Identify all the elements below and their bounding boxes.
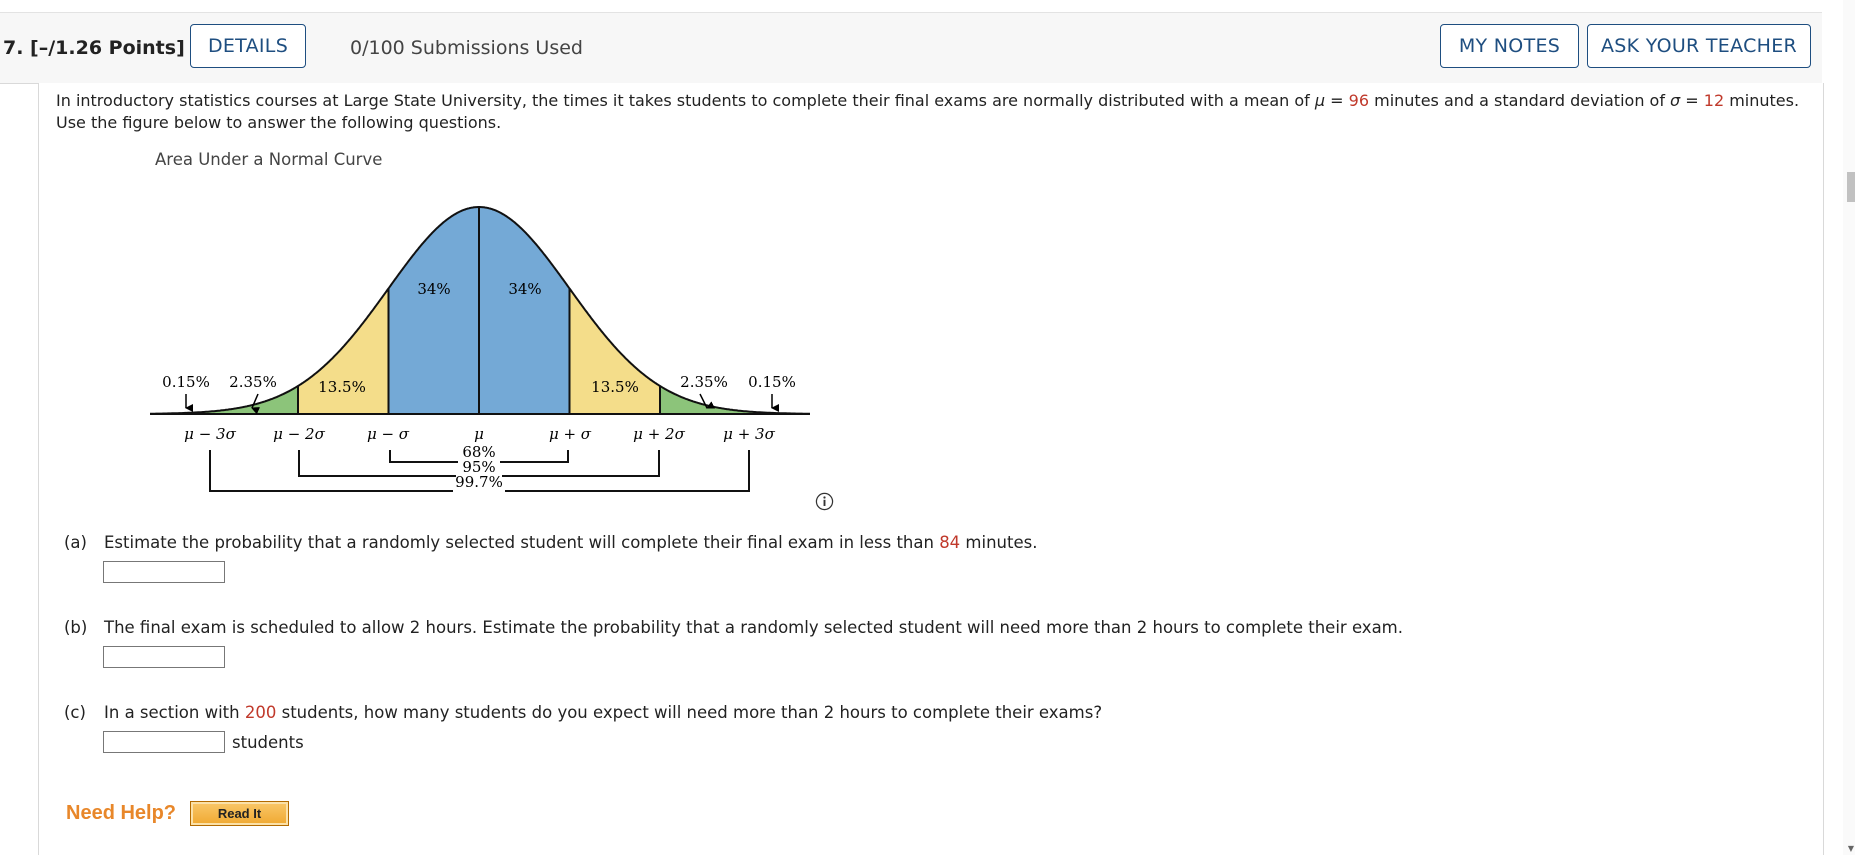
label-left-center: 34% [417,280,451,298]
part-b-label: (b) [64,618,88,637]
part-b [64,618,1403,637]
bracket-label-68: 68% [462,443,496,461]
intro-text-3: minutes. Use the figure below to answer the following questions. [56,91,1800,132]
label-right-tail: 0.15% [748,373,796,391]
intro-text-1: In introductory statistics courses at Large State University, the times it takes students to complete their final exams are normally distributed with a mean of [56,91,1315,110]
bracket-label-997: 99.7% [455,473,503,491]
figure-title: Area Under a Normal Curve [155,150,383,169]
sigma-symbol: σ [1670,91,1681,110]
part-a-value: 84 [939,533,961,552]
info-icon[interactable] [815,492,834,511]
part-c-value: 200 [244,703,277,722]
answer-c-input[interactable] [103,731,225,753]
part-c-text-1: In a section with [104,703,245,722]
axis-mu-minus-2sigma: μ − 2σ [273,425,325,443]
scrollbar-thumb[interactable] [1847,172,1855,202]
normal-curve-figure [140,195,820,500]
label-right-1sd: 13.5% [591,378,639,396]
my-notes-button[interactable]: MY NOTES [1440,24,1579,68]
part-a-text-2: minutes. [960,533,1038,552]
question-header [0,12,1822,84]
part-c-text-2: students, how many students do you expect will need more than 2 hours to complete their exams? [276,703,1103,722]
part-c [64,703,1102,722]
label-left-1sd: 13.5% [318,378,366,396]
answer-a-input[interactable] [103,561,225,583]
axis-mu-plus-2sigma: μ + 2σ [633,425,685,443]
axis-mu-plus-sigma: μ + σ [548,425,592,443]
label-left-2sd: 2.35% [229,373,277,391]
details-button[interactable]: DETAILS [190,24,306,68]
mean-value: 96 [1348,91,1370,110]
scrollbar-track[interactable] [1843,0,1855,855]
intro-text-2: minutes and a standard deviation of [1369,91,1671,110]
part-a [64,533,1037,552]
region-right-center [479,207,570,414]
part-a-label: (a) [64,533,87,552]
part-a-text-1: Estimate the probability that a randomly selected student will complete their final exam in less than [104,533,940,552]
need-help-label: Need Help? [66,802,177,824]
question-intro [56,90,1811,134]
scroll-down-icon[interactable]: ▼ [1847,844,1854,853]
part-c-label: (c) [64,703,86,722]
axis-mu: μ [474,425,484,443]
submissions-used: 0/100 Submissions Used [350,37,583,59]
bracket-label-95: 95% [462,458,496,476]
axis-mu-minus-sigma: μ − σ [366,425,410,443]
answer-b-input[interactable] [103,646,225,668]
mu-symbol: μ [1314,91,1326,110]
label-right-2sd: 2.35% [680,373,728,391]
answer-c-unit: students [232,733,304,752]
axis-mu-minus-3sigma: μ − 3σ [184,425,236,443]
part-b-text: The final exam is scheduled to allow 2 hours. Estimate the probability that a randomly selected student will need more than 2 hours to complete their exam. [104,618,1403,637]
label-right-center: 34% [508,280,542,298]
sd-value: 12 [1703,91,1725,110]
read-it-button[interactable]: Read It [190,801,289,826]
label-left-tail: 0.15% [162,373,210,391]
intro-equals-2: = [1680,91,1704,110]
axis-mu-plus-3sigma: μ + 3σ [723,425,775,443]
ask-your-teacher-button[interactable]: ASK YOUR TEACHER [1587,24,1811,68]
intro-equals-1: = [1325,91,1349,110]
question-points: 7. [–/1.26 Points] [3,37,185,59]
region-left-center [389,207,480,414]
